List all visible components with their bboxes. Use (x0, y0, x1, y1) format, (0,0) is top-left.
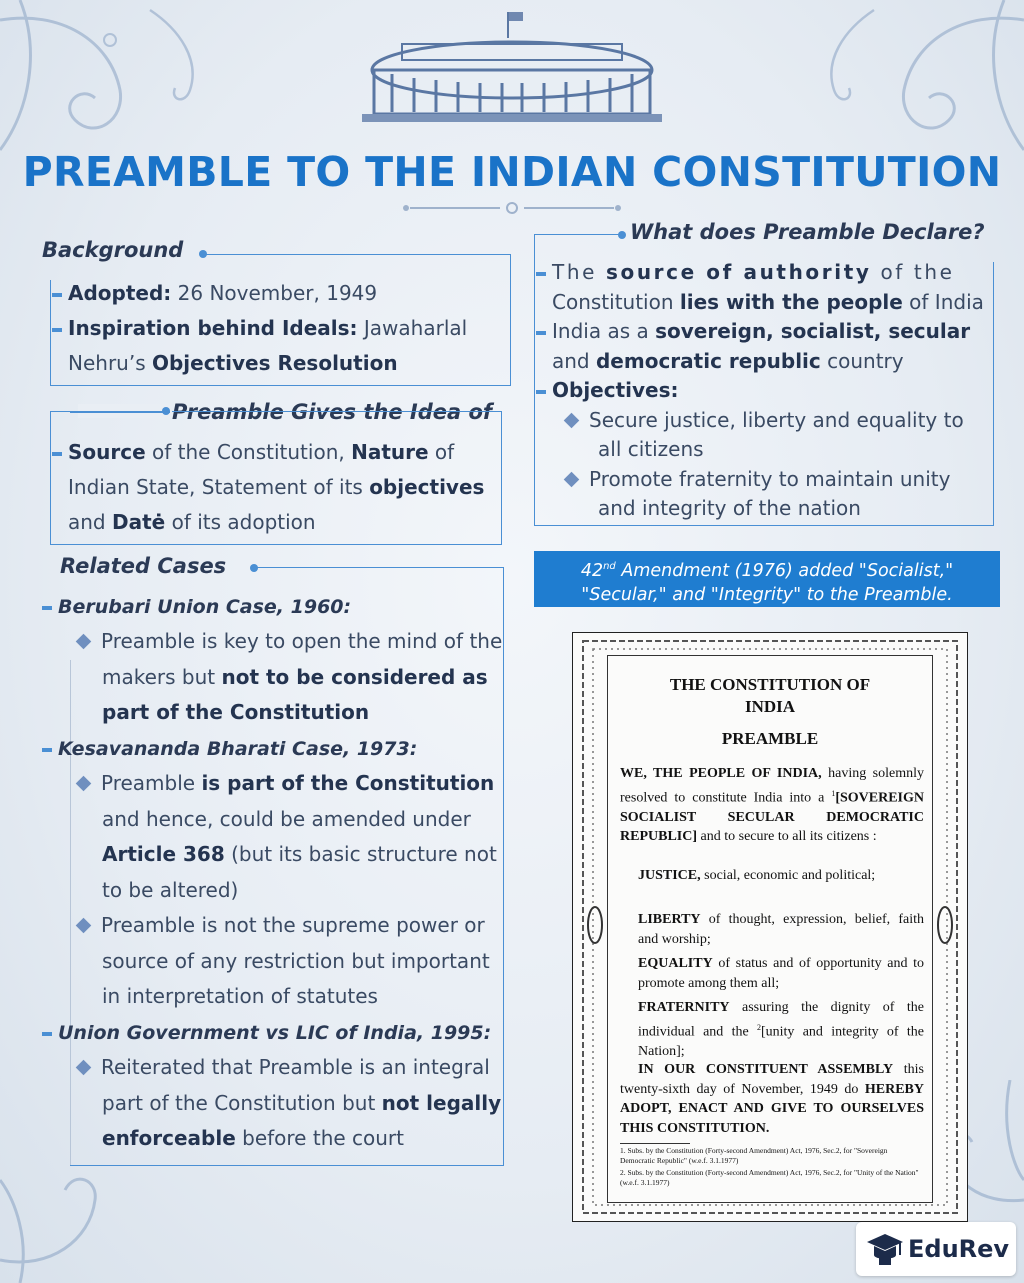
idea-heading: Preamble Gives the Idea of (172, 400, 493, 424)
edurev-logo[interactable] (856, 1222, 1016, 1276)
parliament-building-icon (362, 8, 662, 130)
diamond-bullet-icon (564, 412, 580, 428)
connector-dot (199, 250, 207, 258)
declare-heading: What does Preamble Declare? (630, 220, 985, 244)
background-inspiration: Inspiration behind Ideals: Jawaharlal Nehru’s Objectives Resolution (52, 311, 502, 381)
square-bullet-icon (42, 1032, 52, 1036)
cases-box-bottom (70, 1165, 504, 1166)
amendment-banner: 42nd Amendment (1976) added "Socialist," "Secular," and "Integrity" to the Preamble. (534, 551, 1000, 607)
constitution-preamble-image (572, 632, 968, 1222)
diamond-bullet-icon (76, 634, 92, 650)
idea-box-line (70, 411, 170, 413)
diamond-bullet-icon (564, 471, 580, 487)
square-bullet-icon (536, 390, 546, 394)
cases-heading: Related Cases (60, 554, 227, 578)
square-bullet-icon (42, 606, 52, 610)
background-heading: Background (42, 238, 184, 262)
footnote-rule (620, 1143, 690, 1144)
logo-text: EduRev (908, 1235, 1010, 1263)
square-bullet-icon (536, 331, 546, 335)
square-bullet-icon (52, 328, 62, 332)
declare-box-right (993, 262, 994, 526)
preamble-text-panel: THE CONSTITUTION OF INDIA PREAMBLE WE, THE PEOPLE OF INDIA, having solemnly resolved to constitute India into a $^1$[SOVEREIGN SOCIALIST SECULAR DEMOCRATIC REPUBLIC] and to secure to all its citizens : JUSTICE, social, economic and political; LIBERTY of thought, expression, belief, faith and worship; EQUALITY of status and of opportunity and to promote among them all; FRATERNITY assuring the dignity of the individual and the $^2$[unity and integrity of the Nation]; IN OUR CONSTITUENT ASSEMBLY this twenty-sixth day of November, 1949 do HEREBY ADOPT, ENACT AND GIVE TO OURSELVES THIS CONSTITUTION. 1. Subs. by the Constitution (Forty-second Amendment) Act, 1976, Sec.2, for "Sovereign Democratic Republic" (w.e.f. 3.1.1977) 2. Subs. by the Constitution (Forty-second Amendment) Act, 1976, Sec.2, for "Unity of the Nation" (w.e.f. 3.1.1977) (607, 655, 933, 1203)
idea-text: Source of the Constitution, Nature of Indian State, Statement of its objectives and Datė of its adoption (52, 435, 502, 540)
declare-text: The source of authority of the Constitution lies with the people of India India as a sovereign, socialist, secular and democratic republic country Objectives: Secure justice, liberty and equality to all citizens Promote fraternity to maintain unity and integrity of the nation (536, 258, 988, 524)
diamond-bullet-icon (76, 918, 92, 934)
page-title: PREAMBLE TO THE INDIAN CONSTITUTION (22, 148, 1002, 196)
case-kesavananda-title: Kesavananda Bharati Case, 1973: (42, 738, 417, 760)
connector-dot (162, 407, 170, 415)
diamond-bullet-icon (76, 1060, 92, 1076)
title-divider (400, 198, 624, 218)
case-berubari-text: Preamble is key to open the mind of the makers but not to be considered as part of the Constitution (74, 624, 504, 731)
graduation-cap-icon (866, 1231, 904, 1267)
cases-box-left (70, 660, 71, 1165)
square-bullet-icon (52, 452, 62, 456)
case-lic-title: Union Government vs LIC of India, 1995: (42, 1022, 491, 1044)
square-bullet-icon (52, 293, 62, 297)
background-adopted: Adopted: 26 November, 1949 (52, 276, 377, 311)
square-bullet-icon (536, 272, 546, 276)
diamond-bullet-icon (76, 776, 92, 792)
case-lic-text: Reiterated that Preamble is an integral part of the Constitution but not legally enforceable before the court (74, 1050, 504, 1157)
case-berubari-title: Berubari Union Case, 1960: (42, 596, 351, 618)
case-kesavananda-text: Preamble is part of the Constitution and hence, could be amended under Article 368 (but its basic structure not to be altered) Preamble is not the supreme power or source of any restriction but important in interpretation of statutes (74, 766, 504, 1015)
square-bullet-icon (42, 748, 52, 752)
